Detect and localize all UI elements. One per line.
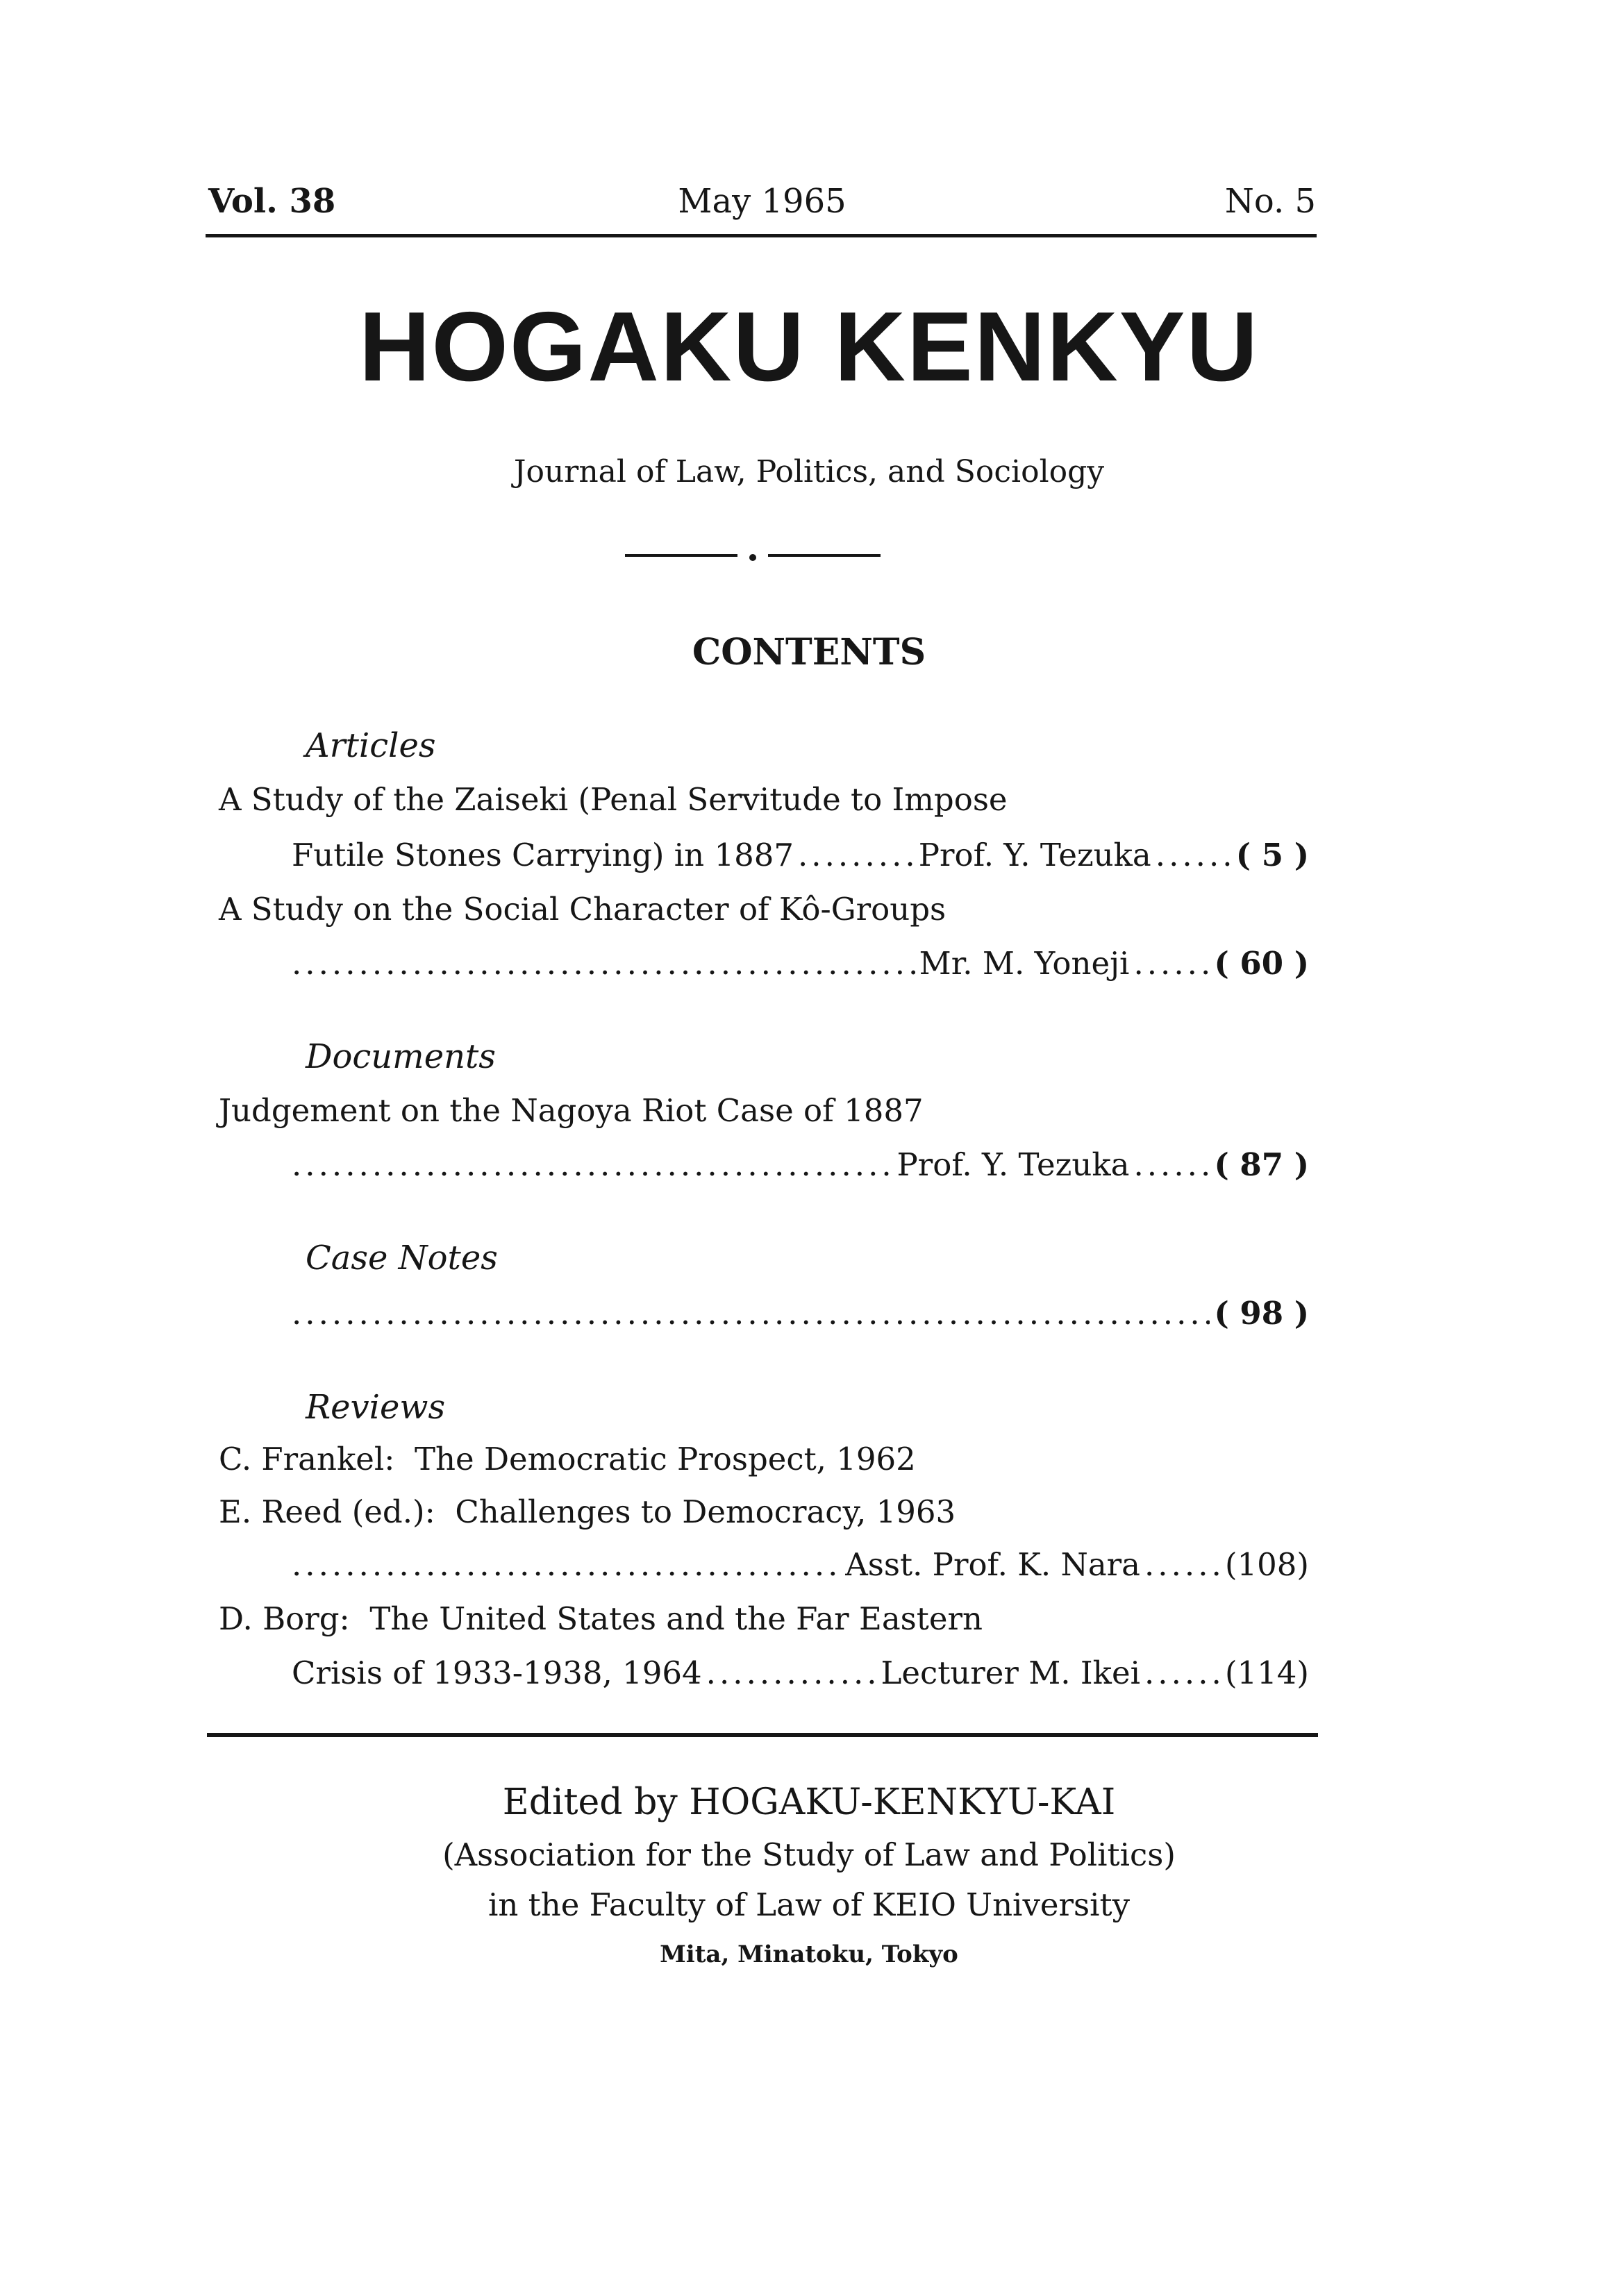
review-2-title: E. Reed (ed.): Challenges to Democracy, 1963 bbox=[219, 1493, 956, 1530]
review-3-title-cont: Crisis of 1933-1938, 1964 bbox=[292, 1654, 702, 1691]
ornament-rule-left bbox=[625, 554, 737, 557]
review-3-title: D. Borg: The United States and the Far Eastern bbox=[219, 1600, 983, 1637]
ornament-rule-right bbox=[768, 554, 881, 557]
leader-dots bbox=[1144, 1651, 1221, 1695]
volume-number: Vol. 38 bbox=[208, 182, 336, 221]
review-3-entry bbox=[292, 1651, 1309, 1695]
article-2-entry bbox=[292, 941, 1309, 986]
section-heading-reviews: Reviews bbox=[306, 1388, 446, 1427]
issue-date: May 1965 bbox=[678, 182, 846, 221]
issue-number: No. 5 bbox=[1224, 182, 1316, 221]
article-2-title: A Study on the Social Character of Kô-Groups bbox=[219, 891, 946, 928]
article-1-entry bbox=[292, 833, 1309, 878]
document-1-page: ( 87 ) bbox=[1214, 1146, 1309, 1183]
article-1-page: ( 5 ) bbox=[1235, 837, 1309, 873]
footer-association: (Association for the Study of Law and Politics) bbox=[442, 1836, 1176, 1873]
section-heading-articles: Articles bbox=[306, 726, 436, 765]
footer-editor: Edited by HOGAKU-KENKYU-KAI bbox=[502, 1782, 1116, 1823]
masthead-rule bbox=[206, 234, 1317, 237]
ornament-dot bbox=[749, 554, 756, 561]
leader-dots bbox=[1144, 1543, 1221, 1587]
review-3-author: Lecturer M. Ikei bbox=[881, 1654, 1140, 1691]
journal-subtitle: Journal of Law, Politics, and Sociology bbox=[513, 454, 1105, 489]
document-1-title: Judgement on the Nagoya Riot Case of 1887 bbox=[219, 1092, 924, 1129]
article-2-page: ( 60 ) bbox=[1214, 945, 1309, 982]
leader-dots bbox=[292, 1143, 892, 1187]
journal-title: HOGAKU KENKYU bbox=[358, 292, 1260, 402]
contents-heading: CONTENTS bbox=[692, 631, 926, 673]
contents-bottom-rule bbox=[207, 1733, 1318, 1737]
article-1-title-cont: Futile Stones Carrying) in 1887 bbox=[292, 837, 794, 873]
review-2-author: Asst. Prof. K. Nara bbox=[845, 1546, 1140, 1583]
leader-dots bbox=[292, 1543, 841, 1587]
article-2-author: Mr. M. Yoneji bbox=[919, 945, 1130, 982]
article-1-author: Prof. Y. Tezuka bbox=[918, 837, 1151, 873]
masthead bbox=[208, 174, 1316, 229]
leader-dots bbox=[1133, 941, 1210, 986]
leader-dots bbox=[798, 833, 915, 878]
review-2-entry bbox=[292, 1543, 1309, 1587]
review-1-title: C. Frankel: The Democratic Prospect, 1962 bbox=[219, 1441, 916, 1477]
review-2-page: (108) bbox=[1224, 1546, 1309, 1583]
review-3-page: (114) bbox=[1224, 1654, 1309, 1691]
leader-dots bbox=[706, 1651, 877, 1695]
leader-dots bbox=[1133, 1143, 1210, 1187]
leader-dots bbox=[292, 941, 915, 986]
footer-faculty: in the Faculty of Law of KEIO University bbox=[488, 1886, 1130, 1923]
section-heading-documents: Documents bbox=[306, 1037, 496, 1076]
document-1-author: Prof. Y. Tezuka bbox=[896, 1146, 1130, 1183]
document-1-entry bbox=[292, 1143, 1309, 1187]
section-heading-case-notes: Case Notes bbox=[306, 1239, 498, 1277]
article-1-title: A Study of the Zaiseki (Penal Servitude to Impose bbox=[219, 781, 1008, 818]
leader-dots bbox=[292, 1291, 1210, 1336]
footer-address: Mita, Minatoku, Tokyo bbox=[660, 1941, 958, 1968]
leader-dots bbox=[1156, 833, 1232, 878]
case-notes-page: ( 98 ) bbox=[1214, 1295, 1309, 1332]
case-notes-entry bbox=[292, 1291, 1309, 1336]
